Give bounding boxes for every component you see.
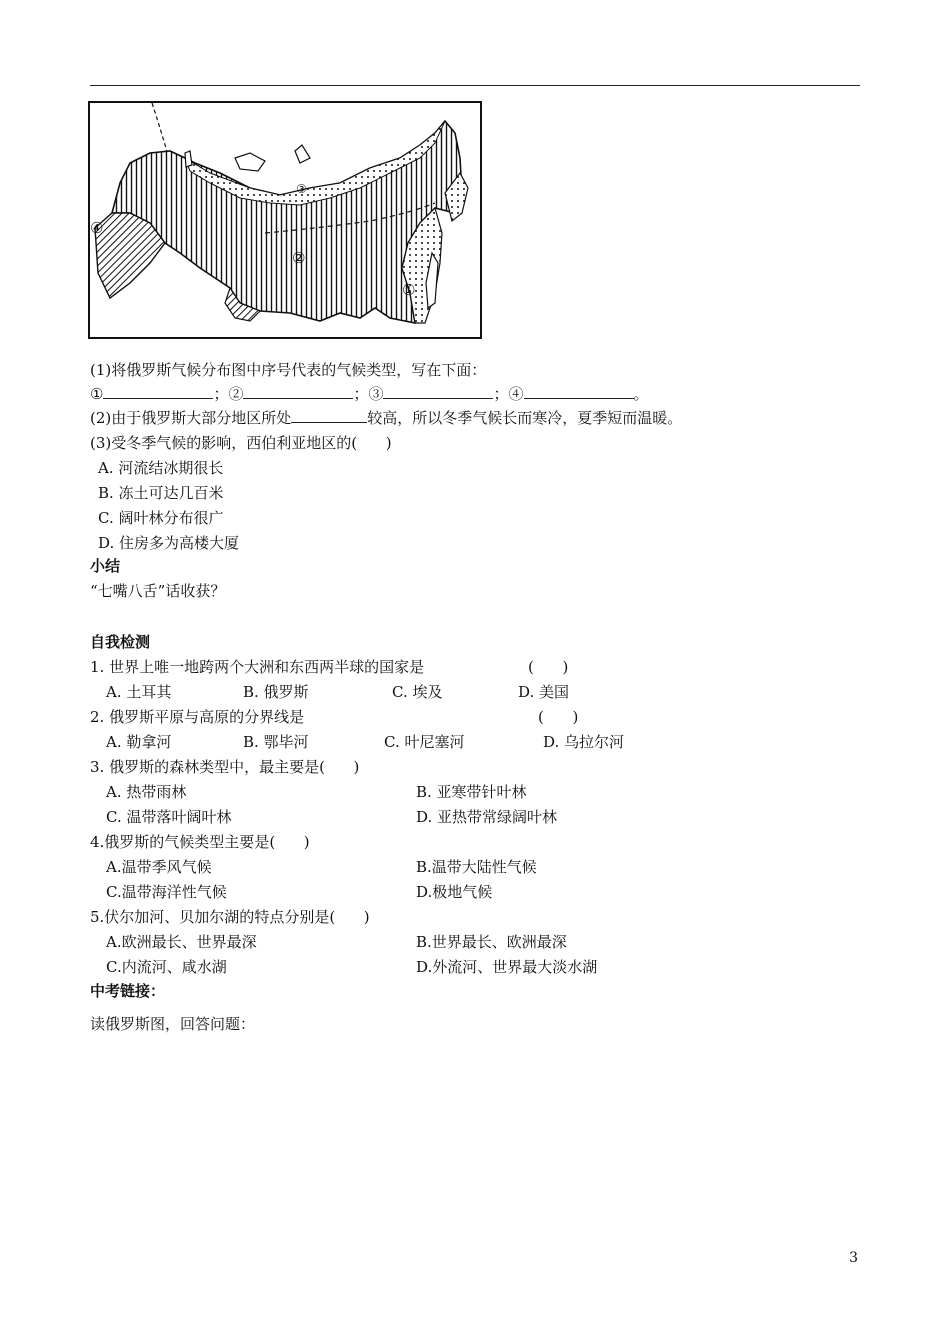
test-q3-option-c[interactable]: C. 温带落叶阔叶林	[106, 808, 232, 826]
test-q1-stem: 1. 世界上唯一地跨两个大洲和东西两半球的国家是	[90, 658, 425, 676]
q2-text-b: 较高，所以冬季气候长而寒冷，夏季短而温暖。	[367, 409, 683, 427]
test-q3-stem: 3. 俄罗斯的森林类型中，最主要是( )	[90, 758, 360, 776]
summary-title: 小结	[90, 557, 121, 575]
test-q5-option-c[interactable]: C.内流河、咸水湖	[106, 958, 227, 976]
fill-label-4: ；④	[493, 385, 524, 403]
fill-label-3: ；③	[353, 385, 384, 403]
test-q4-option-d[interactable]: D.极地气候	[416, 883, 493, 901]
fill-label-2: ；②	[213, 385, 244, 403]
answer-blank-1[interactable]	[103, 384, 213, 399]
page-number: 3	[849, 1250, 858, 1266]
exam-link-text: 读俄罗斯图，回答问题：	[90, 1015, 256, 1033]
q1-fill-line	[90, 384, 649, 404]
answer-blank-3[interactable]	[383, 384, 493, 399]
q1-text: (1)将俄罗斯气候分布图中序号代表的气候类型，写在下面：	[90, 361, 487, 379]
test-q2-option-c[interactable]: C. 叶尼塞河	[384, 733, 465, 751]
map-label-3: ③	[296, 182, 307, 196]
test-q2-option-b[interactable]: B. 鄂毕河	[243, 733, 309, 751]
test-q2-stem: 2. 俄罗斯平原与高原的分界线是	[90, 708, 305, 726]
test-q3-option-b[interactable]: B. 亚寒带针叶林	[416, 783, 527, 801]
fill-label-1: ①	[90, 385, 104, 403]
test-q5-stem: 5.伏尔加河、贝加尔湖的特点分别是( )	[90, 908, 370, 926]
test-q1-option-b[interactable]: B. 俄罗斯	[243, 683, 309, 701]
answer-blank-4[interactable]	[524, 384, 634, 399]
test-q4-stem: 4.俄罗斯的气候类型主要是( )	[90, 833, 310, 851]
test-q4-option-c[interactable]: C.温带海洋性气候	[106, 883, 227, 901]
exam-link-title: 中考链接：	[90, 982, 166, 1000]
test-q3-option-d[interactable]: D. 亚热带常绿阔叶林	[416, 808, 558, 826]
answer-blank-2[interactable]	[243, 384, 353, 399]
test-q2-paren[interactable]: ( )	[538, 708, 579, 726]
q2-line	[90, 408, 682, 428]
map-label-4: ④	[90, 219, 104, 237]
test-q2-option-a[interactable]: A. 勒拿河	[106, 733, 172, 751]
test-q5-option-a[interactable]: A.欧洲最长、世界最深	[106, 933, 257, 951]
test-q5-option-d[interactable]: D.外流河、世界最大淡水湖	[416, 958, 598, 976]
q3-option-c[interactable]: C. 阔叶林分布很广	[98, 509, 224, 527]
self-test-title: 自我检测	[90, 633, 151, 651]
q3-option-a[interactable]: A. 河流结冰期很长	[98, 459, 224, 477]
test-q1-paren[interactable]: ( )	[528, 658, 569, 676]
q3-option-b[interactable]: B. 冻土可达几百米	[98, 484, 224, 502]
answer-blank-q2[interactable]	[291, 408, 367, 423]
test-q2-option-d[interactable]: D. 乌拉尔河	[543, 733, 625, 751]
map-label-2: ②	[292, 249, 306, 267]
test-q1-option-d[interactable]: D. 美国	[518, 683, 570, 701]
q3-option-d[interactable]: D. 住房多为高楼大厦	[98, 534, 240, 552]
test-q1-option-c[interactable]: C. 埃及	[392, 683, 443, 701]
fill-end: 。	[633, 385, 649, 403]
test-q5-option-b[interactable]: B.世界最长、欧洲最深	[416, 933, 567, 951]
russia-climate-map	[88, 101, 482, 339]
test-q1-option-a[interactable]: A. 土耳其	[106, 683, 172, 701]
test-q4-option-a[interactable]: A.温带季风气候	[106, 858, 212, 876]
map-label-1: ①	[402, 281, 416, 299]
header-rule	[90, 85, 860, 86]
test-q3-option-a[interactable]: A. 热带雨林	[106, 783, 187, 801]
q2-text-a: (2)由于俄罗斯大部分地区所处	[90, 409, 292, 427]
summary-text: “七嘴八舌”话收获？	[90, 582, 226, 600]
map-drawing	[90, 103, 480, 337]
q3-text: (3)受冬季气候的影响，西伯利亚地区的( )	[90, 434, 392, 452]
test-q4-option-b[interactable]: B.温带大陆性气候	[416, 858, 537, 876]
